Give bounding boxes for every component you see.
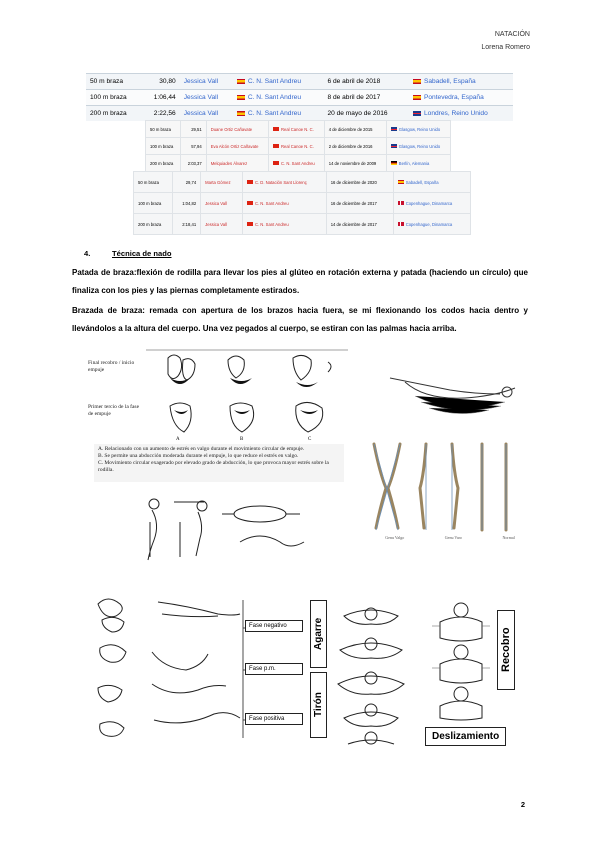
flag-icon xyxy=(398,201,404,205)
record-time-cell xyxy=(173,172,201,193)
record-date: 14 de noviembre de 2009 xyxy=(328,160,377,166)
letter-b: B xyxy=(240,437,244,442)
record-time-cell xyxy=(142,74,180,90)
record-swimmer-cell[interactable] xyxy=(201,172,243,193)
record-club[interactable]: C. N. Sant Andreu xyxy=(247,110,302,117)
swimmer-illustration xyxy=(385,368,525,420)
letter-a: A xyxy=(176,437,180,442)
record-time-cell xyxy=(173,193,201,214)
record-row xyxy=(134,214,471,235)
record-club-cell[interactable] xyxy=(242,214,326,235)
records-table-main xyxy=(86,73,513,121)
record-date-cell xyxy=(323,74,409,90)
title-agarre: Agarre xyxy=(310,600,327,668)
label-primer-tercio: Primer tercio de la fase de empuje xyxy=(88,404,140,417)
phase-pm: Fase p.m. xyxy=(245,663,303,675)
record-swimmer[interactable]: Eva Alcón Ortiz Cañavate xyxy=(210,143,259,149)
record-date: 6 de abril de 2018 xyxy=(327,78,381,85)
record-event-cell xyxy=(134,172,173,193)
record-event-cell xyxy=(146,155,181,172)
record-club[interactable]: Real Canoe N. C. xyxy=(280,126,314,132)
record-place-cell[interactable] xyxy=(386,138,450,155)
record-time: 29,74 xyxy=(185,179,197,185)
record-swimmer-cell[interactable] xyxy=(206,155,268,172)
record-date: 8 de abril de 2017 xyxy=(327,94,381,101)
flag-icon xyxy=(237,79,245,84)
record-club[interactable]: C. N. Sant Andreu xyxy=(280,160,315,166)
record-place[interactable]: Glasgow, Reino Unido xyxy=(398,126,441,132)
record-date-cell xyxy=(323,106,409,122)
record-swimmer-cell[interactable] xyxy=(201,193,243,214)
record-event: 50 m braza xyxy=(138,179,159,185)
record-time: 1:04,82 xyxy=(182,200,197,206)
record-time-cell xyxy=(173,214,201,235)
record-time: 30,80 xyxy=(159,78,176,85)
record-place-cell[interactable] xyxy=(409,74,513,90)
record-row xyxy=(134,193,471,214)
record-club[interactable]: C. N. Sant Andreu xyxy=(254,221,289,227)
record-event-cell xyxy=(146,121,181,138)
record-row xyxy=(86,106,513,122)
record-swimmer[interactable]: Jessica Vall xyxy=(183,94,219,101)
flag-icon xyxy=(413,111,421,116)
record-row xyxy=(146,138,451,155)
record-place[interactable]: Copenhague, Dinamarca xyxy=(405,221,453,227)
phase-positive: Fase positiva xyxy=(245,713,303,725)
record-event-cell xyxy=(146,138,181,155)
record-place-cell[interactable] xyxy=(393,214,470,235)
record-club-cell[interactable] xyxy=(268,138,324,155)
record-date-cell xyxy=(326,214,393,235)
record-event: 50 m braza xyxy=(150,126,171,132)
record-club[interactable]: C. N. Sant Andreu xyxy=(247,94,302,101)
section-heading xyxy=(84,249,172,258)
flag-icon xyxy=(273,161,279,165)
flag-icon xyxy=(247,222,253,226)
record-place-cell[interactable] xyxy=(386,155,450,172)
record-place[interactable]: Londres, Reino Unido xyxy=(423,110,488,117)
section-number: 4. xyxy=(84,249,91,258)
record-club[interactable]: C. N. Sant Andreu xyxy=(254,200,289,206)
record-club[interactable]: C. N. Sant Andreu xyxy=(247,78,302,85)
record-time: 2:18,41 xyxy=(182,221,197,227)
leg-alignment-figure xyxy=(360,440,530,540)
record-time-cell xyxy=(181,155,206,172)
record-event-cell xyxy=(134,193,173,214)
record-event-cell xyxy=(86,106,142,122)
flag-icon xyxy=(247,201,253,205)
record-date-cell xyxy=(326,172,393,193)
note-b: B. Se permite una abducción moderada durante el empuje, lo que reduce el estrés en valgo. xyxy=(98,453,299,459)
kick-figure xyxy=(88,348,348,483)
record-date: 16 de diciembre de 2020 xyxy=(330,179,377,185)
page-number: 2 xyxy=(520,800,525,809)
record-club[interactable]: C. D. Natación Sant Llorenç xyxy=(254,179,307,185)
title-recobro: Recobro xyxy=(497,610,515,690)
note-c: C. Movimiento circular exagerado por elevado grado de abducción, lo que provoca mayor estrés sobre la rodilla. xyxy=(98,460,329,473)
record-swimmer-cell[interactable] xyxy=(180,90,233,106)
label-final-recobro: Final recobro / inicio empuje xyxy=(88,360,135,373)
caption-genu-valgo: Genu Valgo xyxy=(385,535,405,540)
record-swimmer-cell[interactable] xyxy=(201,214,243,235)
title-tiron: Tirón xyxy=(310,672,327,738)
record-time-cell xyxy=(181,138,206,155)
arm-stroke-phases-figure xyxy=(92,592,242,744)
record-club-cell[interactable] xyxy=(268,121,324,138)
flag-icon xyxy=(273,144,279,148)
record-event: 200 m braza xyxy=(138,221,162,227)
record-date: 14 de diciembre de 2017 xyxy=(330,221,377,227)
record-place[interactable]: Sabadell, España xyxy=(405,179,439,185)
record-swimmer-cell[interactable] xyxy=(180,106,233,122)
flag-icon xyxy=(413,79,421,84)
record-time-cell xyxy=(181,121,206,138)
record-place[interactable]: Glasgow, Reino Unido xyxy=(398,143,441,149)
record-date: 16 de diciembre de 2017 xyxy=(330,200,377,206)
record-time-cell xyxy=(142,90,180,106)
record-place-cell[interactable] xyxy=(409,106,513,122)
record-swimmer[interactable]: Marta Gómez xyxy=(205,179,231,185)
recovery-swimmers xyxy=(432,598,490,722)
records-table-second xyxy=(145,120,451,172)
paragraph-arm-stroke: Brazada de braza: remada con apertura de los brazos hacia fuera, se mi flexionando los codos hacia dentro y llevándolos a la altura del cuerpo. Una vez pegados al cuerpo, se estiran con las palmas hacia arriba. xyxy=(72,306,528,333)
flag-icon xyxy=(237,111,245,116)
flag-icon xyxy=(391,161,397,165)
record-event-cell xyxy=(86,74,142,90)
record-row xyxy=(86,74,513,90)
record-swimmer[interactable]: Jessica Vall xyxy=(205,221,227,227)
records-table-third xyxy=(133,171,471,235)
record-date: 4 de diciembre de 2015 xyxy=(328,126,373,132)
record-date-cell xyxy=(324,138,386,155)
record-event: 100 m braza xyxy=(138,200,162,206)
letter-c: C xyxy=(308,437,312,442)
record-swimmer-cell[interactable] xyxy=(180,74,233,90)
header-subject: NATACIÓN xyxy=(494,31,530,38)
leg-captions xyxy=(365,534,535,541)
record-club-cell[interactable] xyxy=(268,155,324,172)
paragraph-kick: Patada de braza:flexión de rodilla para llevar los pies al glúteo en rotación externa y patada (haciendo un círculo) que finaliza con los pies y las piernas completamente estirados. xyxy=(72,268,528,295)
record-event: 200 m braza xyxy=(90,110,127,117)
flag-icon xyxy=(398,180,404,184)
title-deslizamiento: Deslizamiento xyxy=(425,727,506,746)
record-row xyxy=(146,121,451,138)
flag-icon xyxy=(413,95,421,100)
record-club-cell[interactable] xyxy=(233,106,324,122)
record-place-cell[interactable] xyxy=(393,193,470,214)
record-time: 2:22,56 xyxy=(153,110,176,117)
record-event: 50 m braza xyxy=(90,78,123,85)
swimmers-kick-illustration xyxy=(140,492,310,562)
record-place[interactable]: Sabadell, España xyxy=(423,78,476,85)
record-event: 100 m braza xyxy=(150,143,174,149)
record-place-cell[interactable] xyxy=(393,172,470,193)
page-header xyxy=(481,28,530,54)
flag-icon xyxy=(391,127,397,131)
record-swimmer[interactable]: Jessica Vall xyxy=(205,200,227,206)
record-time: 2:03,37 xyxy=(187,160,202,166)
record-row xyxy=(86,90,513,106)
flag-icon xyxy=(237,95,245,100)
flag-icon xyxy=(247,180,253,184)
record-date: 20 de mayo de 2016 xyxy=(327,110,388,117)
record-place[interactable]: Copenhague, Dinamarca xyxy=(405,200,453,206)
record-date-cell xyxy=(324,155,386,172)
record-club-cell[interactable] xyxy=(242,193,326,214)
record-event: 200 m braza xyxy=(150,160,174,166)
flag-icon xyxy=(398,222,404,226)
front-view-swimmers xyxy=(330,600,412,750)
record-time: 29,51 xyxy=(191,126,202,132)
record-time: 1:06,44 xyxy=(153,94,176,101)
record-club[interactable]: Real Canoe N. C. xyxy=(280,143,314,149)
flag-icon xyxy=(391,144,397,148)
record-place-cell[interactable] xyxy=(386,121,450,138)
record-swimmer[interactable]: Jessica Vall xyxy=(183,110,219,117)
record-club-cell[interactable] xyxy=(242,172,326,193)
record-date-cell xyxy=(323,90,409,106)
kick-notes xyxy=(98,446,344,474)
flag-icon xyxy=(273,127,279,131)
record-place[interactable]: Berlín, Alemania xyxy=(398,160,430,166)
record-place[interactable]: Pontevedra, España xyxy=(423,94,484,101)
note-a: A. Relacionado con un aumento de estrés en valgo durante el movimiento circular de empuje. xyxy=(98,446,305,452)
record-swimmer[interactable]: Melquiades Álvarez xyxy=(210,160,248,166)
phase-negative: Fase negativo xyxy=(245,620,303,632)
header-author: Lorena Romero xyxy=(481,44,530,51)
record-time-cell xyxy=(142,106,180,122)
record-event: 100 m braza xyxy=(90,94,127,101)
caption-normal: Normal xyxy=(502,535,515,540)
record-club-cell[interactable] xyxy=(233,74,324,90)
record-date-cell xyxy=(326,193,393,214)
record-event-cell xyxy=(134,214,173,235)
section-title: Técnica de nado xyxy=(112,249,172,258)
caption-genu-varo: Genu Varo xyxy=(444,535,462,540)
record-date-cell xyxy=(324,121,386,138)
record-club-cell[interactable] xyxy=(233,90,324,106)
record-swimmer[interactable]: Jessica Vall xyxy=(183,78,219,85)
record-row xyxy=(134,172,471,193)
record-place-cell[interactable] xyxy=(409,90,513,106)
record-row xyxy=(146,155,451,172)
record-time: 57,94 xyxy=(191,143,202,149)
record-swimmer[interactable]: Duane Ortiz Cañavate xyxy=(210,126,253,132)
record-date: 2 de diciembre de 2016 xyxy=(328,143,373,149)
record-event-cell xyxy=(86,90,142,106)
record-swimmer-cell[interactable] xyxy=(206,138,268,155)
record-swimmer-cell[interactable] xyxy=(206,121,268,138)
